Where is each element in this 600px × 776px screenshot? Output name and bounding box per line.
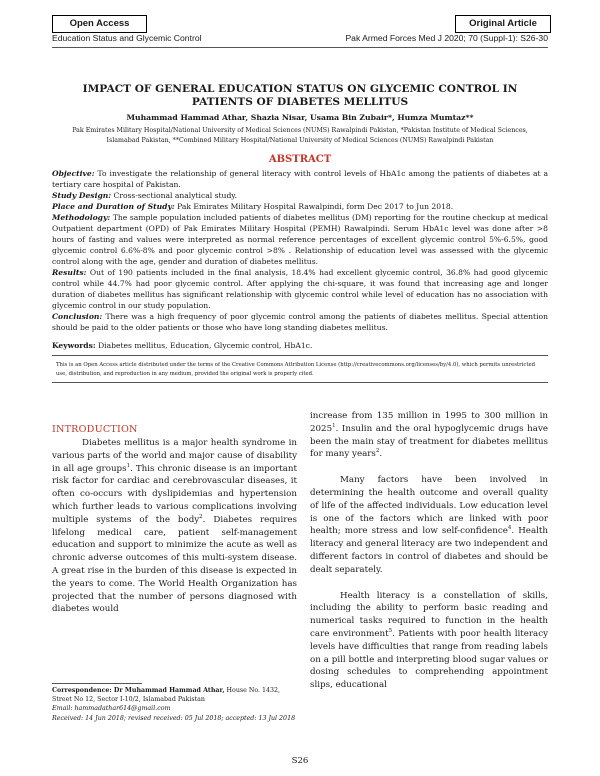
header-divider — [52, 47, 548, 48]
intro-r3-text: Health literacy is a constellation of skills, including the ability to perform basic reading and numerical tasks required to function in the health care environment — [310, 590, 548, 639]
abstract-body — [52, 168, 548, 333]
article-type-badge: Original Article — [455, 15, 551, 33]
correspondence-label: Correspondence: Dr Muhammad Hammad Athar, — [52, 687, 225, 694]
license-divider-top — [52, 355, 548, 356]
right-column — [310, 410, 548, 692]
intro-r2-text-b: . Health literacy and general literacy are two independent and different factors in control of diabetes and should be dealt separately. — [310, 526, 548, 575]
intro-r1-text-c: . — [379, 449, 383, 460]
affiliations: Pak Emirates Military Hospital/National University of Medical Sciences (NUMS) Rawalpindi Pakistan, *Pakistan Institute of Medical Sciences, Islamabad Pakistan, **Combined Military Hospital/National University of Medical Sciences (NUMS) Rawalpindi Pakistan — [72, 127, 528, 144]
running-title: Education Status and Glycemic Control — [52, 33, 202, 43]
abstract-place — [52, 201, 548, 212]
page-number: S26 — [291, 756, 309, 766]
citation: 1 — [332, 422, 336, 429]
abstract-results — [52, 267, 548, 311]
keywords-text: Diabetes mellitus, Education, Glycemic control, HbA1c. — [95, 341, 313, 350]
citation: 4 — [507, 525, 512, 532]
intro-r3-text-b: . Patients with poor health literacy levels have difficulties that range from reading labels on a pill bottle and interpreting blood sugar values or dosing schedules to comprehending appointment slips, educational — [310, 628, 548, 691]
correspondence-email: Email: hammadathar614@gmail.com — [52, 705, 171, 713]
left-column — [52, 437, 297, 616]
intro-paragraph-3 — [310, 590, 548, 692]
intro-p1-text-c: . Diabetes requires lifelong medical care, patient self-management education and support to minimize the acute as well as chronic adverse outcomes of this multi-system disease. A great rise in the burden of this disease is expected in the years to come. The World Health Organization has projected that the number of persons diagnosed with diabetes would — [52, 514, 297, 615]
intro-paragraph-1 — [52, 437, 297, 616]
design-text: Cross-sectional analytical study. — [111, 191, 237, 200]
citation: 2 — [199, 513, 203, 520]
open-access-badge: Open Access — [52, 15, 147, 33]
objective-text: To investigate the relationship of general literacy with control levels of HbA1c among the patients of diabetes at a tertiary care hospital of Pakistan. — [52, 169, 548, 189]
abstract-heading: ABSTRACT — [268, 154, 332, 165]
keywords-line — [52, 341, 548, 350]
correspondence-address-text: House No. 1432, Street No 12, Sector I-10/2, Islamabad Pakistan — [52, 687, 281, 704]
intro-r1-text-b: . Insulin and the oral hypoglycemic drugs have been the main stay of treatment for diabetes mellitus for many years — [310, 423, 548, 460]
article-title: IMPACT OF GENERAL EDUCATION STATUS ON GLYCEMIC CONTROL IN PATIENTS OF DIABETES MELLITUS — [82, 83, 518, 108]
license-notice: This is an Open Access article distributed under the terms of the Creative Commons Attribution License (http://creativecommons.org/licenses/by/4.0), which permits unrestricted use, distribution, and reproduction in any medium, provided the original work is properly cited. — [56, 362, 535, 377]
keywords-label: Keywords: — [52, 341, 96, 350]
methodology-label: Methodology: — [52, 213, 111, 222]
intro-p1-text: Diabetes mellitus is a major health syndrome in various parts of the world and major cause of disability in all age groups — [52, 438, 297, 474]
intro-p1-text-b: . This chronic disease is an important risk factor for cardiac and cerebrovascular diseases, it often co-occurs with dyslipidemias and hypertension which further leads to various complications involving multiple systems of the body — [52, 463, 297, 525]
citation: 1 — [126, 462, 131, 469]
journal-reference: Pak Armed Forces Med J 2020; 70 (Suppl-1): S26-30 — [345, 33, 548, 43]
intro-r2-text: Many factors have been involved in determining the health outcome and overall quality of life of the affected individuals. Low education level is one of the factors which are linked with poor health; more stress and low self-confidence — [310, 475, 548, 537]
license-divider-bottom — [52, 382, 548, 383]
intro-paragraph-1-continued — [310, 410, 548, 461]
author-list: Muhammad Hammad Athar, Shazia Nisar, Usama Bin Zubair*, Humza Mumtaz** — [126, 113, 474, 122]
design-label: Study Design: — [52, 191, 112, 200]
footnote-divider — [52, 683, 142, 684]
correspondence-address — [52, 686, 297, 704]
article-dates: Received: 14 Jun 2018; revised received: 05 Jul 2018; accepted: 13 Jul 2018 — [52, 714, 296, 722]
conclusion-text: There was a high frequency of poor glycemic control among the patients of diabetes mellitus. Special attention should be paid to the older patients or those who have long standing diabetes mellitus. — [52, 312, 548, 332]
objective-label: Objective: — [52, 169, 95, 178]
abstract-methodology — [52, 212, 548, 267]
conclusion-label: Conclusion: — [52, 312, 103, 321]
results-label: Results: — [52, 268, 87, 277]
abstract-conclusion — [52, 311, 548, 333]
citation: 5 — [388, 628, 393, 635]
place-label: Place and Duration of Study: — [52, 202, 175, 211]
intro-r1-text: increase from 135 million in 1995 to 300 million in 2025 — [310, 411, 548, 434]
introduction-heading: INTRODUCTION — [52, 424, 138, 435]
methodology-text: The sample population included patients of diabetes mellitus (DM) reporting for the routine checkup at medical Outpatient department (OPD) of Pak Emirates Military Hospital (PEMH) Rawalpindi. Serum HbA1c level was done after >8 hours of fasting and values were interpreted as normal reference percentages of excellent glycemic control 5%-6.5%, good glycemic control 6.6%-8% and poor glycemic control >8% . Relationship of education level was assessed with the glycemic control along with the age, gender and duration of diabetes mellitus. — [52, 213, 548, 266]
abstract-objective — [52, 168, 548, 190]
place-text: Pak Emirates Military Hospital Rawalpindi, form Dec 2017 to Jun 2018. — [174, 202, 454, 211]
intro-paragraph-2 — [310, 474, 548, 576]
abstract-design — [52, 190, 548, 201]
correspondence-footnote — [52, 686, 297, 723]
results-text: Out of 190 patients included in the final analysis, 18.4% had excellent glycemic control, 36.8% had good glycemic control while 44.7% had poor glycemic control. After applying the chi-square, it was found that increasing age and longer duration of diabetes mellitus has significant relationship with glycemic control while level of education has no association with glycemic control in our study population. — [52, 268, 548, 310]
citation: 2 — [375, 448, 380, 455]
